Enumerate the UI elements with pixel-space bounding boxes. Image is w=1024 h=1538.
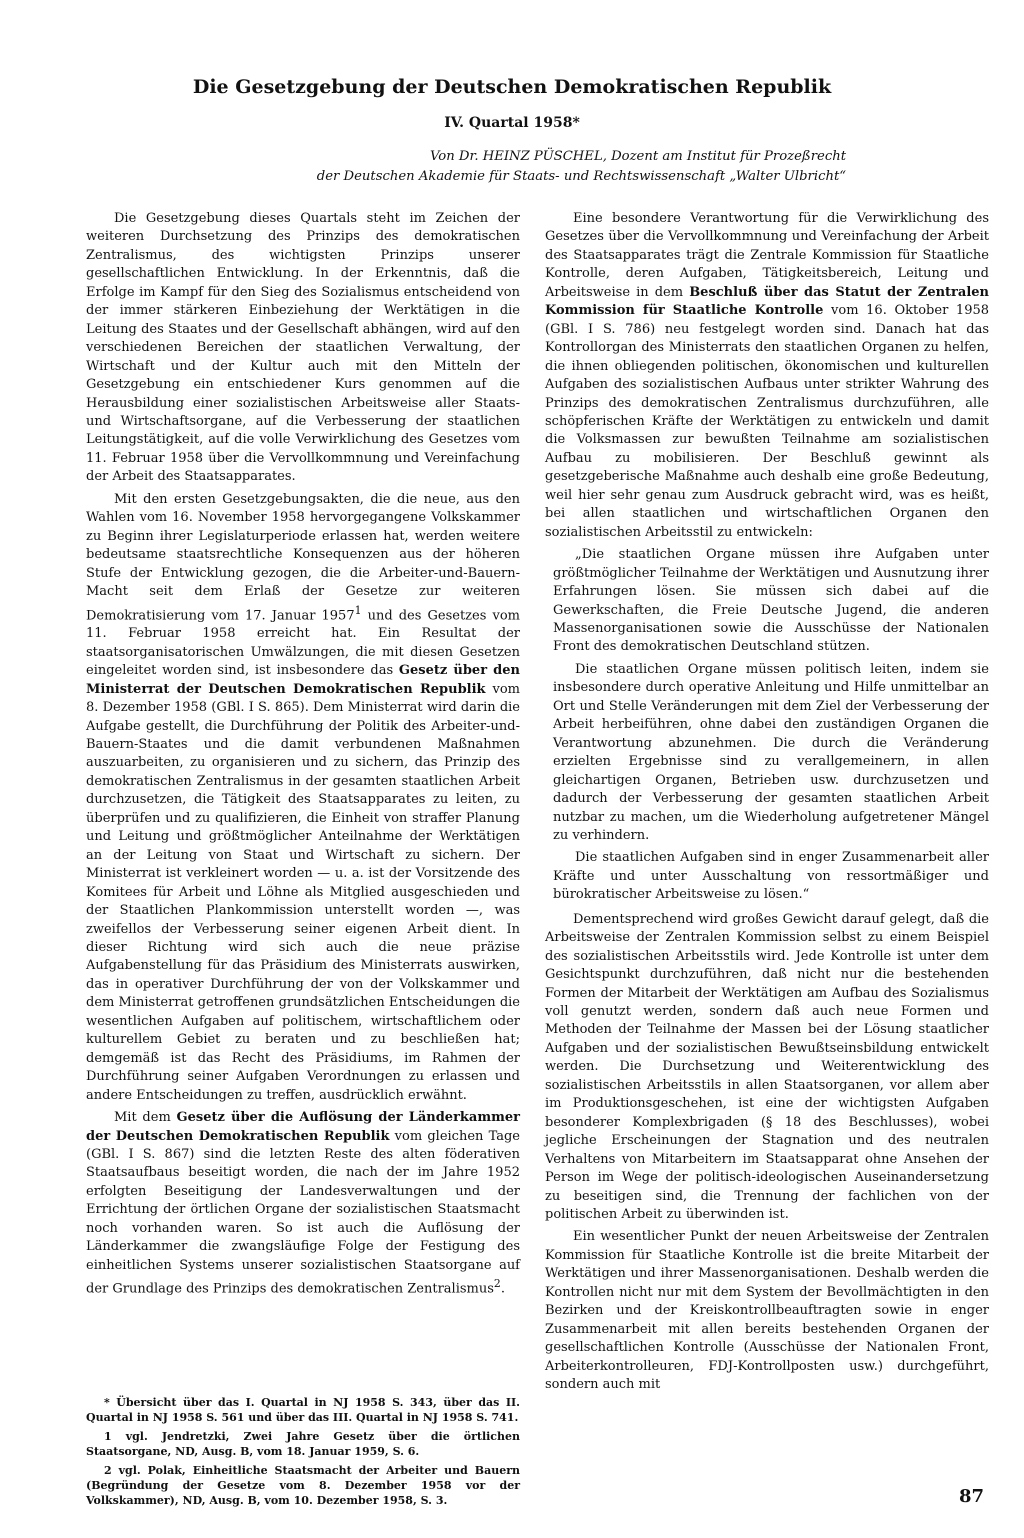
footnote-ref: 2 bbox=[493, 1277, 501, 1291]
paragraph: Die Gesetzgebung dieses Quartals steht im Zeichen der weiteren Durchsetzung des Prinzips des demokratischen Zentralismus, des wichtigsten Prinzips unserer gesellschaftlichen Entwicklung. In der Erkenntnis, daß die Erfolge im Kampf für den Sieg des Sozialismus entscheidend von der immer stärkeren Einbeziehung der Werktätigen in die Leitung des Staates und der Gesellschaft abhängen, wird auf den verschiedenen Bereichen der staatlichen Verwaltung, der Wirtschaft und der Kultur auch mit den Mitteln der Gesetzgebung ein entschiedener Kurs genommen auf die Herausbildung einer sozialistischen Arbeitsweise aller Staats- und Wirtschaftsorgane, auf die Verbesserung der staatlichen Leitungstätigkeit, auf die volle Verwirklichung des Gesetzes vom 11. Februar 1958 über die Vervollkommnung und Vereinfachung der Arbeit des Staatsapparates. bbox=[86, 211, 520, 485]
page-title: Die Gesetzgebung der Deutschen Demokratischen Republik bbox=[192, 76, 832, 98]
footnote-ref: 1 bbox=[354, 603, 362, 617]
law-title: Beschluß über das Statut der Zentralen Kommission für Staatliche Kontrolle bbox=[545, 284, 989, 319]
paragraph: Mit den ersten Gesetzgebungsakten, die die neue, aus den Wahlen vom 16. November 1958 hervorgegangene Volkskammer zu Beginn ihrer Legislaturperiode erlassen hat, werden weitere bedeutsame staatsrechtliche Konsequenzen aus der höheren Stufe der Entwicklung gezogen, die die Arbeiter-und-Bauern-Macht seit dem Erlaß der Gesetze zur weiteren Demokratisierung vom 17. Januar 1957$^1$ und des Gesetzes vom 11. Februar 1958 erreicht hat. Ein Resultat der staatsorganisatorischen Umwälzungen, die mit diesen Gesetzen eingeleitet worden sind, ist insbesondere das Gesetz über den Ministerrat der Deutschen Demokratischen Republik vom 8. Dezember 1958 (GBl. I S. 865). Dem Ministerrat wird darin die Aufgabe gestellt, die Durchführung der Politik des Arbeiter-und-Bauern-Staates und die damit verbundenen Maßnahmen auszuarbeiten, zu organisieren und zu sichern, das Prinzip des demokratischen Zentralismus in der gesamten staatlichen Arbeit durchzusetzen, die Tätigkeit des Staatsapparates zu leiten, zu überprüfen und zu qualifizieren, die Einheit von straffer Planung und Leitung und größtmöglicher Anteilnahme der Werktätigen an der Leitung von Staat und Wirtschaft zu sichern. Der Ministerrat ist verkleinert worden — u. a. ist der Vorsitzende des Komitees für Arbeit und Löhne als Mitglied ausgeschieden und der Staatlichen Plankommission unterstellt worden —, was zweifellos der Verbesserung seiner eigenen Arbeit dient. In dieser Richtung wird sich auch die neue präzise Aufgabenstellung für das Präsidium des Ministerrats auswirken, das in operativer Durchführung der von der Volkskammer und dem Ministerrat getroffenen grundsätzlichen Entscheidungen die wesentlichen Aufgaben auf politischem, wirtschaftlichem oder kulturellem Gebiet zu beraten und zu beschließen hat; demgemäß ist das Recht des Präsidiums, im Rahmen der Durchführung seiner Aufgaben Verordnungen zu erlassen und andere Entscheidungen zu treffen, ausdrücklich erwähnt. bbox=[86, 491, 520, 1103]
quotation bbox=[545, 546, 989, 905]
footnotes bbox=[86, 1395, 520, 1512]
law-title: Gesetz über die Auflösung der Länderkammer der Deutschen Demokratischen Republik bbox=[86, 1110, 520, 1144]
right-column bbox=[545, 210, 989, 1399]
footnote: * Übersicht über das I. Quartal in NJ 1958 S. 343, über das II. Quartal in NJ 1958 S. 561 und über das III. Quartal in NJ 1958 S. 741. bbox=[86, 1396, 520, 1424]
quote-paragraph: Die staatlichen Aufgaben sind in enger Zusammenarbeit aller Kräfte und unter Ausschaltung von ressortmäßiger und bürokratischer Arbeitsweise zu lösen.“ bbox=[553, 850, 989, 903]
footnote: 2 vgl. Polak, Einheitliche Staatsmacht der Arbeiter und Bauern (Begründung der Gesetze vom 8. Dezember 1958 vor der Volkskammer), ND, Ausg. B, vom 10. Dezember 1958, S. 3. bbox=[86, 1464, 520, 1507]
paragraph: Ein wesentlicher Punkt der neuen Arbeitsweise der Zentralen Kommission für Staatliche Kontrolle ist die breite Mitarbeit der Werktätigen und ihrer Massenorganisationen. Deshalb werden die Kontrollen nicht nur mit dem System der Bevollmächtigten in den Bezirken und der Kreiskontrollbeauftragten sowie in enger Zusammenarbeit mit allen bereits bestehenden Organen der gesellschaftlichen Kontrolle (Ausschüsse der Nationalen Front, Arbeiterkontrolleuren, FDJ-Kontrollposten usw.) durchgeführt, sondern auch mit bbox=[545, 1229, 989, 1393]
paragraph: Mit dem Gesetz über die Auflösung der Länderkammer der Deutschen Demokratischen Republik vom gleichen Tage (GBl. I S. 867) sind die letzten Reste des alten föderativen Staatsaufbaus beseitigt worden, die nach der im Jahre 1952 erfolgten Beseitigung der Landesverwaltungen und der Errichtung der örtlichen Organe der sozialistischen Staatsmacht noch vorhanden waren. So ist auch die Auflösung der Länderkammer die zwangsläufige Folge der Festigung des einheitlichen Systems unserer sozialistischen Staatsorgane auf der Grundlage des Prinzips des demokratischen Zentralismus$^2$. bbox=[86, 1110, 521, 1297]
author-line-1: Von Dr. HEINZ PÜSCHEL, Dozent am Institut für Prozeßrecht bbox=[429, 149, 846, 164]
footnote: 1 vgl. Jendretzki, Zwei Jahre Gesetz über die örtlichen Staatsorgane, ND, Ausg. B, vom 18. Januar 1959, S. 6. bbox=[86, 1430, 520, 1458]
page-number: 87 bbox=[958, 1486, 984, 1507]
law-title: Gesetz über den Ministerrat der Deutschen Demokratischen Republik bbox=[86, 663, 520, 697]
page-subtitle: IV. Quartal 1958* bbox=[444, 115, 580, 131]
left-column bbox=[86, 210, 520, 1303]
paragraph: Dementsprechend wird großes Gewicht darauf gelegt, daß die Arbeitsweise der Zentralen Kommission selbst zu einem Beispiel des sozialistischen Arbeitsstils wird. Jede Kontrolle ist unter dem Gesichtspunkt durchzuführen, daß nicht nur die bestehenden Formen der Mitarbeit der Werktätigen am Aufbau des Sozialismus voll genutzt werden, sondern daß auch neue Formen und Methoden der Teilnahme der Massen bei der Lösung staatlicher Aufgaben und der sozialistischen Bewußtseinsbildung entwickelt werden. Die Durchsetzung und Weiterentwicklung des sozialistischen Arbeitsstils in allen Staatsorganen, vor allem aber im Produktionsgeschehen, ist eine der wichtigsten Aufgaben besonderer Komplexbrigaden (§ 18 des Beschlusses), wobei jegliche Erscheinungen der Stagnation und des neutralen Verhaltens von Mitarbeitern im Staatsapparat ohne Ansehen der Person im Wege der politisch-ideologischen Auseinandersetzung zu beseitigen sind, die Trennung der fachlichen von der politischen Arbeit zu überwinden ist. bbox=[545, 911, 989, 1223]
paragraph: Eine besondere Verantwortung für die Verwirklichung des Gesetzes über die Vervollkommnung und Vereinfachung der Arbeit des Staatsapparates trägt die Zentrale Kommission für Staatliche Kontrolle, deren Aufgaben, Tätigkeitsbereich, Leitung und Arbeitsweise in dem Beschluß über das Statut der Zentralen Kommission für Staatliche Kontrolle vom 16. Oktober 1958 (GBl. I S. 786) neu festgelegt worden sind. Danach hat das Kontrollorgan des Ministerrats den staatlichen Organen zu helfen, die ihnen obliegenden politischen, ökonomischen und kulturellen Aufgaben des sozialistischen Aufbaus unter strikter Wahrung des Prinzips des demokratischen Zentralismus durchzuführen, alle schöpferischen Kräfte der Werktätigen zu entwickeln und damit die Volksmassen zur bewußten Teilnahme am sozialistischen Aufbau zu mobilisieren. Der Beschluß gewinnt als gesetzgeberische Maßnahme auch deshalb eine große Bedeutung, weil hier sehr genau zum Ausdruck gebracht wird, was es heißt, bei allen staatlichen und wirtschaftlichen Organen den sozialistischen Arbeitsstil zu entwickeln: bbox=[545, 211, 990, 540]
author-line bbox=[146, 147, 846, 187]
author-line-2: der Deutschen Akademie für Staats- und Rechtswissenschaft „Walter Ulbricht“ bbox=[316, 169, 846, 184]
quote-paragraph: „Die staatlichen Organe müssen ihre Aufgaben unter größtmöglicher Teilnahme der Werktätigen und Ausnutzung ihrer Erfahrungen lösen. Sie müssen sich dabei auf die Gewerkschaften, die Freie Deutsche Jugend, die anderen Massenorganisationen sowie die Ausschüsse der Nationalen Front des demokratischen Deutschland stützen. bbox=[553, 547, 989, 655]
quote-paragraph: Die staatlichen Organe müssen politisch leiten, indem sie insbesondere durch operative Anleitung und Hilfe unmittelbar an Ort und Stelle Veränderungen mit dem Ziel der Verbesserung der Arbeit herbeiführen, ohne dabei den zuständigen Organen die Verantwortung abzunehmen. Die durch die Veränderung erzielten Ergebnisse sind zu verallgemeinern, in allen gleichartigen Organen, Betrieben usw. durchzusetzen und dadurch der Verbesserung der gesamten staatlichen Arbeit nutzbar zu machen, um die Wiederholung aufgetretener Mängel zu verhindern. bbox=[553, 661, 989, 843]
